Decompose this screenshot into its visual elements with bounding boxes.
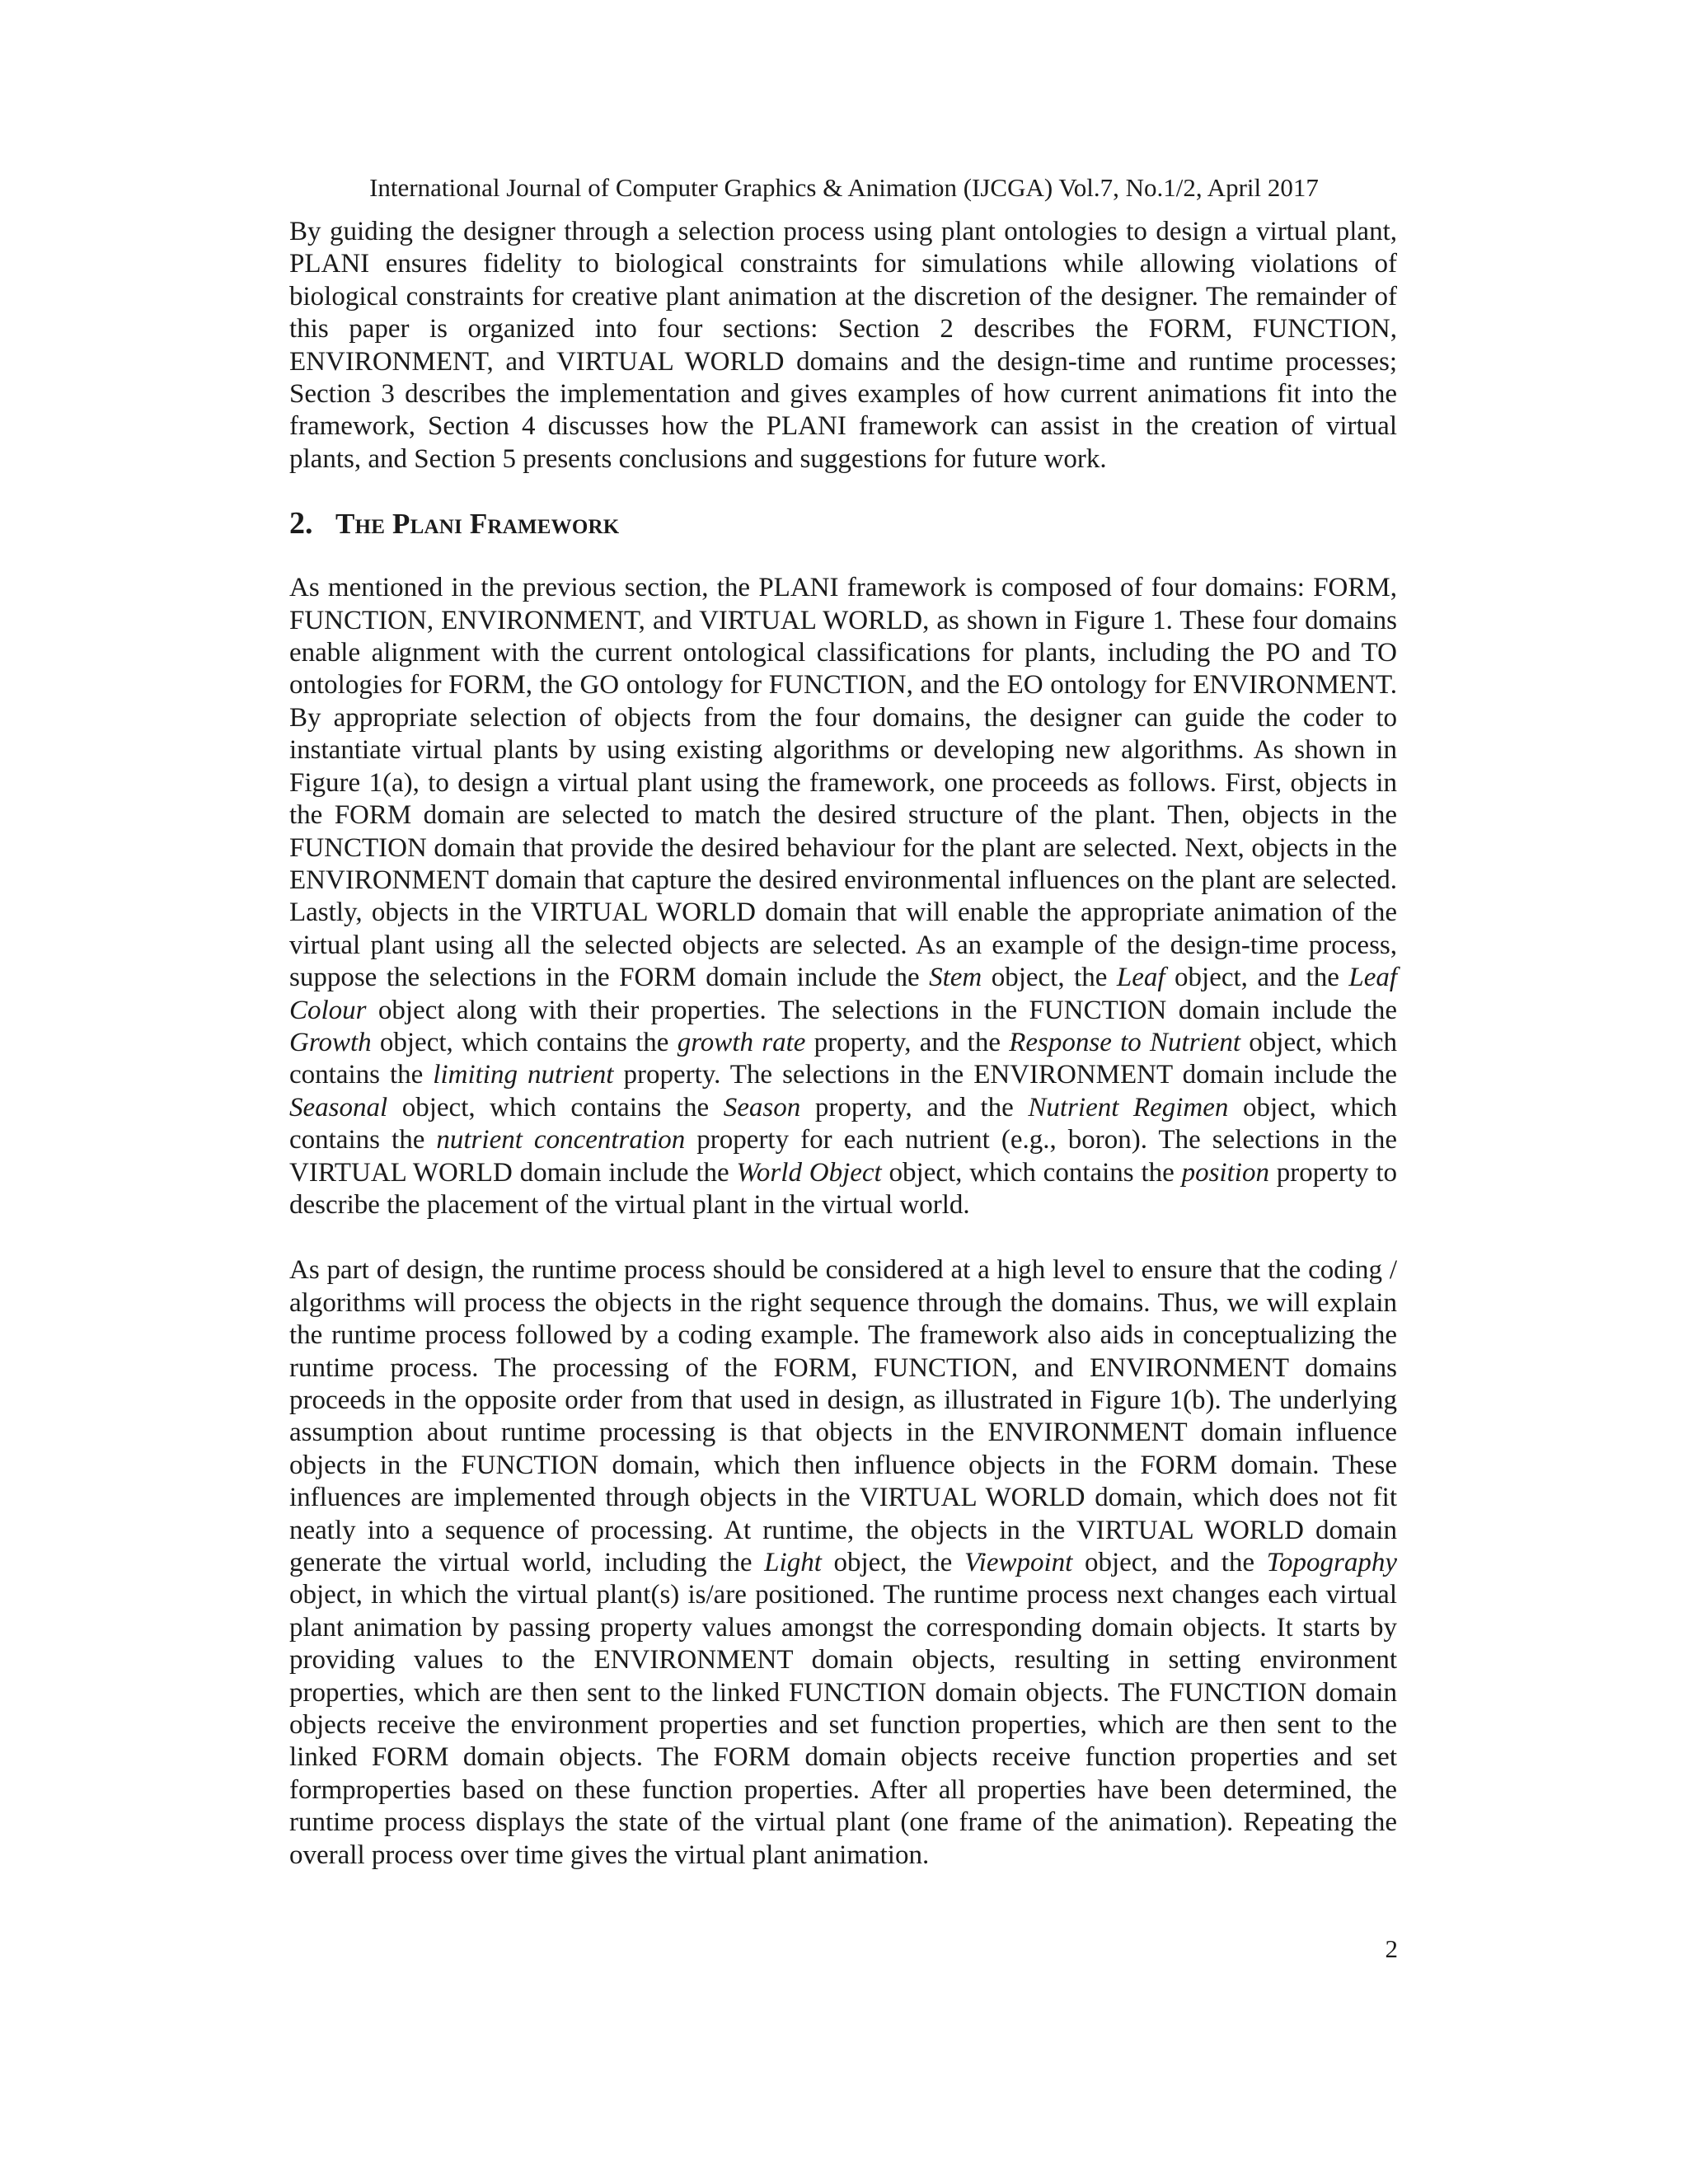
framework-domains-paragraph [289, 572, 1397, 1221]
term-growth: Growth [289, 1027, 372, 1057]
text-run: object, and the [1084, 1548, 1255, 1578]
term-nutrient-concentration: nutrient concentration [436, 1125, 686, 1155]
text-run: object, and the [1175, 963, 1339, 993]
text-run: object, in which the virtual plant(s) is/are positioned. The runtime process next changes each virtual plant animation by passing property values amongst the corresponding domain objects. It starts by providing values to the ENVIRONMENT domain objects, resulting in setting environment properties, which are then sent to the linked FUNCTION domain objects. The FUNCTION domain objects receive the environment properties and set function properties, which are then sent to the linked FORM domain objects. The FORM domain objects receive function properties and set formproperties based on these function properties. After all properties have been determined, the runtime process displays the state of the virtual plant (one frame of the animation). Repeating the overall process over time gives the virtual plant animation. [289, 1580, 1397, 1870]
term-topography: Topography [1266, 1548, 1397, 1578]
term-leaf-colour: Leaf Colour [289, 963, 1398, 1025]
term-seasonal: Seasonal [289, 1092, 388, 1122]
term-response-to-nutrient: Response to Nutrient [1009, 1027, 1241, 1057]
page-number: 2 [1385, 1934, 1398, 1963]
paragraph-gap [289, 1221, 1397, 1254]
term-limiting-nutrient: limiting nutrient [433, 1060, 614, 1090]
text-run: property to describe the placement of the virtual plant in the virtual world. [289, 1157, 1398, 1220]
intro-paragraph: By guiding the designer through a selection process using plant ontologies to design a virtual plant, PLANI ensures fidelity to biological constraints for simulations while allowing violations of biological constraints for creative plant animation at the discretion of the designer. The remainder of this paper is organized into four sections: Section 2 describes the FORM, FUNCTION, ENVIRONMENT, and VIRTUAL WORLD domains and the design-time and runtime processes; Section 3 describes the implementation and gives examples of how current animations fit into the framework, Section 4 discusses how the PLANI framework can assist in the creation of virtual plants, and Section 5 presents conclusions and suggestions for future work. [289, 217, 1397, 474]
text-run: object, which contains the [379, 1027, 669, 1057]
text-run: As part of design, the runtime process should be considered at a high level to ensure that the coding / algorithms will process the objects in the right sequence through the domains. Thus, we will explain the runtime process followed by a coding example. The framework also aids in conceptualizing the runtime process. The processing of the FORM, FUNCTION, and ENVIRONMENT domains proceeds in the opposite order from that used in design, as illustrated in Figure 1(b). The underlying assumption about runtime processing is that objects in the ENVIRONMENT domain influence objects in the FUNCTION domain, which then influence objects in the FORM domain. These influences are implemented through objects in the VIRTUAL WORLD domain, which does not fit neatly into a sequence of processing. At runtime, the objects in the VIRTUAL WORLD domain generate the virtual world, including the [289, 1255, 1397, 1578]
text-run: object, the [833, 1548, 953, 1578]
runtime-process-paragraph [289, 1254, 1397, 1872]
text-run: object, which contains the [289, 1092, 1398, 1155]
term-season: Season [723, 1092, 801, 1122]
term-light: Light [764, 1548, 822, 1578]
term-growth-rate: growth rate [677, 1027, 806, 1057]
section-number: 2. [289, 506, 313, 541]
term-stem: Stem [929, 963, 982, 993]
term-viewpoint: Viewpoint [964, 1548, 1073, 1578]
text-run: object along with their properties. The selections in the FUNCTION domain include the [377, 995, 1397, 1025]
page-body [289, 216, 1397, 1872]
text-run: object, the [991, 963, 1108, 993]
term-position: position [1181, 1157, 1269, 1188]
section-title: The Plani Framework [335, 508, 620, 541]
term-leaf: Leaf [1116, 963, 1165, 993]
term-nutrient-regimen: Nutrient Regimen [1028, 1092, 1229, 1122]
text-run: property, and the [814, 1027, 1001, 1057]
text-run: object, which contains the [889, 1157, 1175, 1188]
running-header: International Journal of Computer Graphics & Animation (IJCGA) Vol.7, No.1/2, April 2017 [369, 173, 1319, 202]
text-run: object, which contains the [289, 1027, 1398, 1090]
text-run: object, which contains the [401, 1092, 710, 1122]
text-run: property for each nutrient (e.g., boron). The selections in the VIRTUAL WORLD domain include the [289, 1125, 1397, 1188]
term-world-object: World Object [736, 1157, 882, 1188]
section-heading [289, 505, 1397, 542]
text-run: As mentioned in the previous section, the PLANI framework is composed of four domains: FORM, FUNCTION, ENVIRONMENT, and VIRTUAL WORLD, as shown in Figure 1. These four domains enable alignment with the current ontological classifications for plants, including the PO and TO ontologies for FORM, the GO ontology for FUNCTION, and the EO ontology for ENVIRONMENT. By appropriate selection of objects from the four domains, the designer can guide the coder to instantiate virtual plants by using existing algorithms or developing new algorithms. As shown in Figure 1(a), to design a virtual plant using the framework, one proceeds as follows. First, objects in the FORM domain are selected to match the desired structure of the plant. Then, objects in the FUNCTION domain that provide the desired behaviour for the plant are selected. Next, objects in the ENVIRONMENT domain that capture the desired environmental influences on the plant are selected. Lastly, objects in the VIRTUAL WORLD domain that will enable the appropriate animation of the virtual plant using all the selected objects are selected. As an example of the design-time process, suppose the selections in the FORM domain include the [289, 573, 1397, 993]
text-run: property, and the [814, 1092, 1014, 1122]
text-run: property. The selections in the ENVIRONMENT domain include the [623, 1060, 1397, 1090]
